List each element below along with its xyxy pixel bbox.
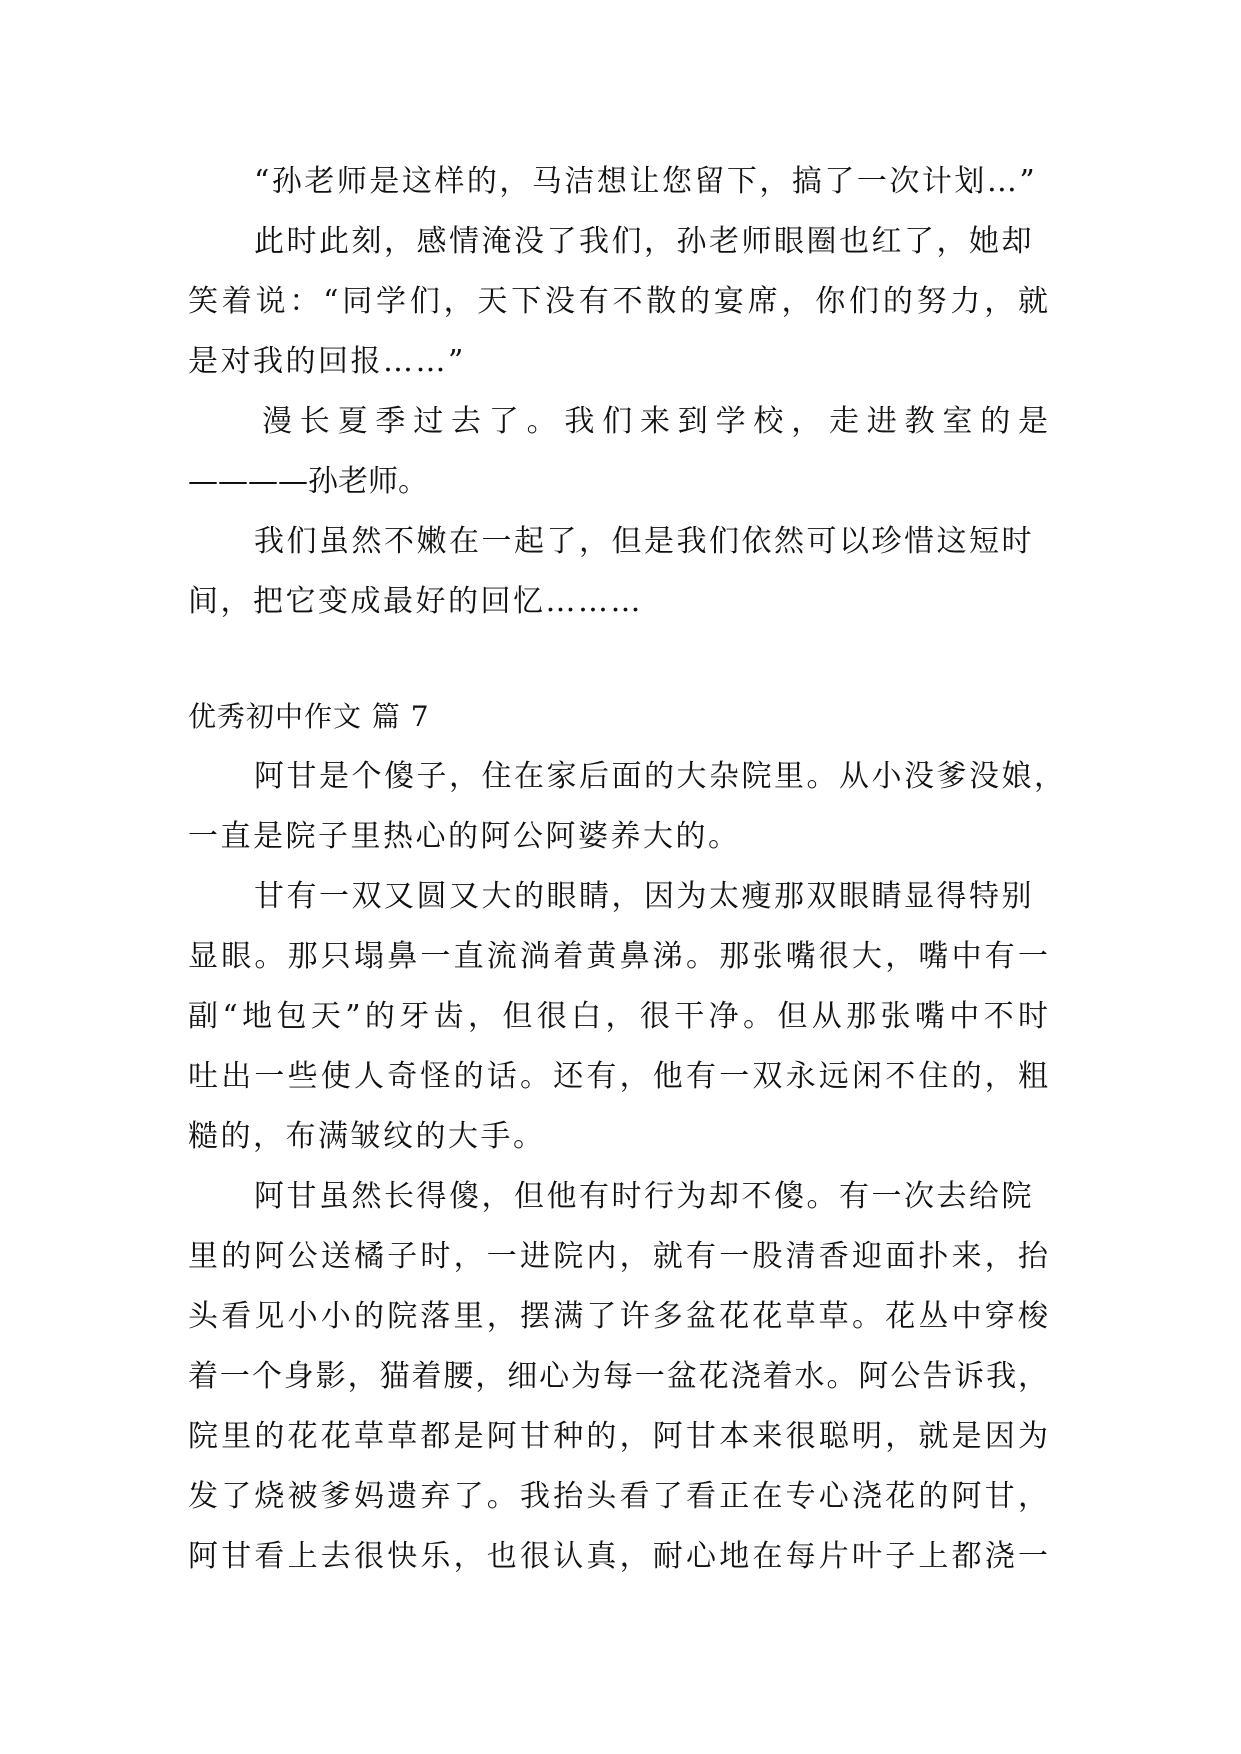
paragraph-line: 是对我的回报……” <box>188 344 466 379</box>
paragraph-line: 漫长夏季过去了。我们来到学校，走进教室的是 <box>262 404 1048 439</box>
paragraph-line: 院里的花花草草都是阿甘种的，阿甘本来很聪明，就是因为 <box>188 1419 1048 1454</box>
paragraph-line: 吐出一些使人奇怪的话。还有，他有一双永远闲不住的，粗 <box>188 1059 1048 1094</box>
paragraph-line: 阿甘看上去很快乐，也很认真，耐心地在每片叶子上都浇一 <box>188 1539 1048 1574</box>
paragraph-line: 一直是院子里热心的阿公阿婆养大的。 <box>188 819 741 854</box>
paragraph-line: 阿甘是个傻子，住在家后面的大杂院里。从小没爹没娘， <box>254 759 1067 794</box>
paragraph-line: 甘有一双又圆又大的眼睛，因为太瘦那双眼睛显得特别 <box>254 879 1034 914</box>
paragraph-line: 此时此刻，感情淹没了我们，孙老师眼圈也红了，她却 <box>254 224 1034 259</box>
paragraph-line: 显眼。那只塌鼻一直流淌着黄鼻涕。那张嘴很大，嘴中有一 <box>188 939 1048 974</box>
section-heading: 优秀初中作文 篇 7 <box>188 700 430 733</box>
paragraph-line: 糙的，布满皱纹的大手。 <box>188 1119 546 1154</box>
paragraph-line: 着一个身影，猫着腰，细心为每一盆花浇着水。阿公告诉我， <box>188 1359 1048 1394</box>
paragraph-line: 间，把它变成最好的回忆……… <box>188 584 643 619</box>
paragraph-line: 头看见小小的院落里，摆满了许多盆花花草草。花丛中穿梭 <box>188 1299 1048 1334</box>
paragraph-line: 里的阿公送橘子时，一进院内，就有一股清香迎面扑来，抬 <box>188 1239 1048 1274</box>
paragraph-line: ————孙老师。 <box>188 464 428 499</box>
paragraph-line: 副“地包天”的牙齿，但很白，很干净。但从那张嘴中不时 <box>188 999 1048 1034</box>
paragraph-line: 笑着说：“同学们，天下没有不散的宴席，你们的努力，就 <box>188 284 1048 319</box>
paragraph-line: 发了烧被爹妈遗弃了。我抬头看了看正在专心浇花的阿甘， <box>188 1479 1048 1514</box>
paragraph-line: “孙老师是这样的，马洁想让您留下，搞了一次计划…” <box>254 164 1038 199</box>
paragraph-line: 我们虽然不嫩在一起了，但是我们依然可以珍惜这短时 <box>254 524 1034 559</box>
paragraph-line: 阿甘虽然长得傻，但他有时行为却不傻。有一次去给院 <box>254 1179 1034 1214</box>
